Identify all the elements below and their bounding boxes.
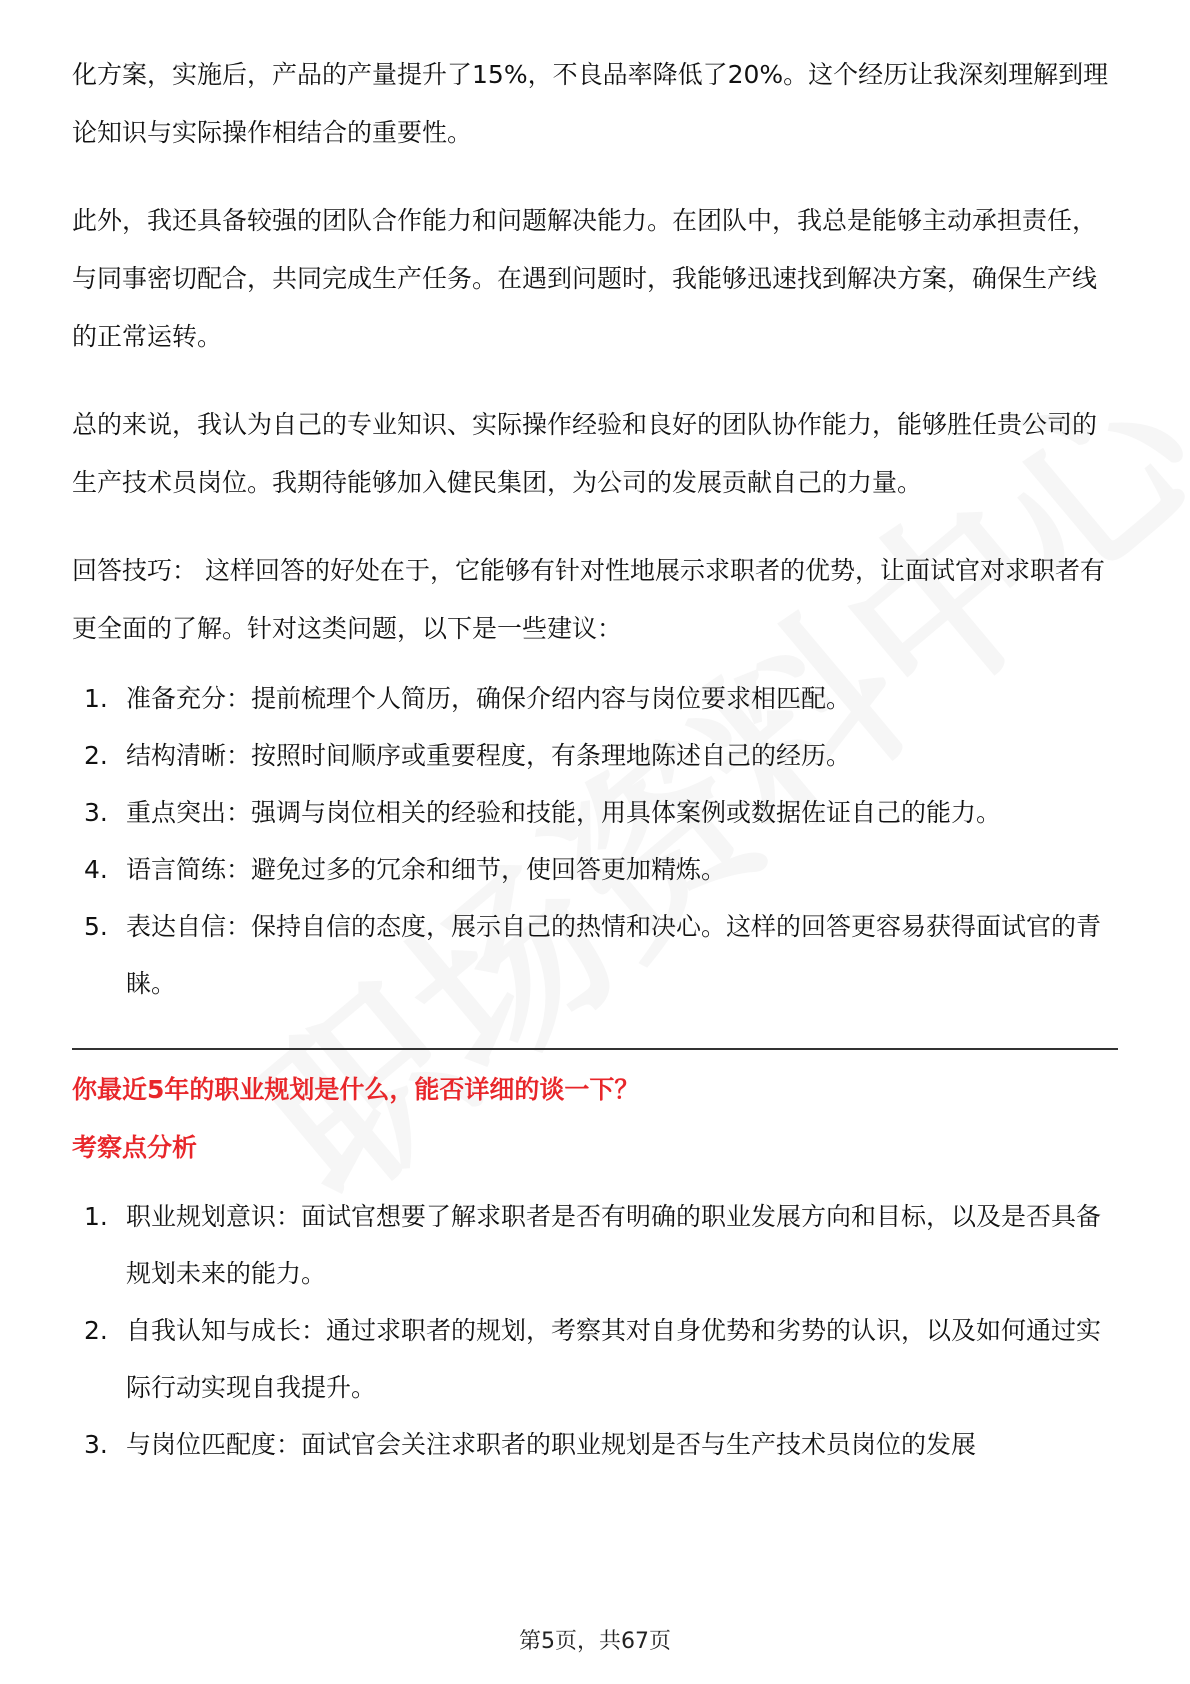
list-number: 2. (84, 741, 108, 770)
paragraph-summary: 总的来说，我认为自己的专业知识、实际操作经验和良好的团队协作能力，能够胜任贵公司的生产技术员岗位。我期待能够加入健民集团，为公司的发展贡献自己的力量。 (72, 410, 1098, 497)
list-number: 1. (84, 1202, 108, 1231)
question-heading: 你最近5年的职业规划是什么，能否详细的谈一下？ (72, 1075, 640, 1104)
list-item (72, 1302, 1118, 1416)
list-item (72, 1188, 1118, 1302)
list-number: 4. (84, 855, 108, 884)
list-item (72, 727, 1118, 784)
list-text: 自我认知与成长：通过求职者的规划，考察其对自身优势和劣势的认识，以及如何通过实际行动实现自我提升。 (126, 1316, 1102, 1402)
list-number: 2. (84, 1316, 108, 1345)
paragraph-answer-tips: 回答技巧： 这样回答的好处在于，它能够有针对性地展示求职者的优势，让面试官对求职者有更全面的了解。针对这类问题，以下是一些建议： (72, 556, 1105, 643)
document-page (72, 46, 1118, 1473)
list-text: 表达自信：保持自信的态度，展示自己的热情和决心。这样的回答更容易获得面试官的青睐。 (126, 912, 1102, 998)
analysis-heading: 考察点分析 (72, 1133, 198, 1162)
list-item (72, 670, 1118, 727)
section-divider (72, 1048, 1118, 1050)
list-number: 3. (84, 1430, 108, 1459)
analysis-list (72, 1188, 1118, 1473)
list-item (72, 841, 1118, 898)
list-item (72, 1416, 1118, 1473)
list-number: 5. (84, 912, 108, 941)
tips-list (72, 670, 1118, 1012)
list-text: 准备充分：提前梳理个人简历，确保介绍内容与岗位要求相匹配。 (126, 684, 852, 713)
paragraph-teamwork: 此外，我还具备较强的团队合作能力和问题解决能力。在团队中，我总是能够主动承担责任，与同事密切配合，共同完成生产任务。在遇到问题时，我能够迅速找到解决方案，确保生产线的正常运转。 (72, 206, 1098, 351)
list-text: 语言简练：避免过多的冗余和细节，使回答更加精炼。 (126, 855, 727, 884)
list-item (72, 898, 1118, 1012)
list-number: 1. (84, 684, 108, 713)
paragraph-achievement: 化方案，实施后，产品的产量提升了15%，不良品率降低了20%。这个经历让我深刻理解到理论知识与实际操作相结合的重要性。 (72, 60, 1109, 147)
list-number: 3. (84, 798, 108, 827)
list-text: 结构清晰：按照时间顺序或重要程度，有条理地陈述自己的经历。 (126, 741, 852, 770)
list-text: 职业规划意识：面试官想要了解求职者是否有明确的职业发展方向和目标，以及是否具备规划未来的能力。 (126, 1202, 1102, 1288)
list-item (72, 784, 1118, 841)
page-footer: 第5页，共67页 (519, 1629, 671, 1654)
list-text: 与岗位匹配度：面试官会关注求职者的职业规划是否与生产技术员岗位的发展 (126, 1430, 977, 1459)
list-text: 重点突出：强调与岗位相关的经验和技能，用具体案例或数据佐证自己的能力。 (126, 798, 1002, 827)
